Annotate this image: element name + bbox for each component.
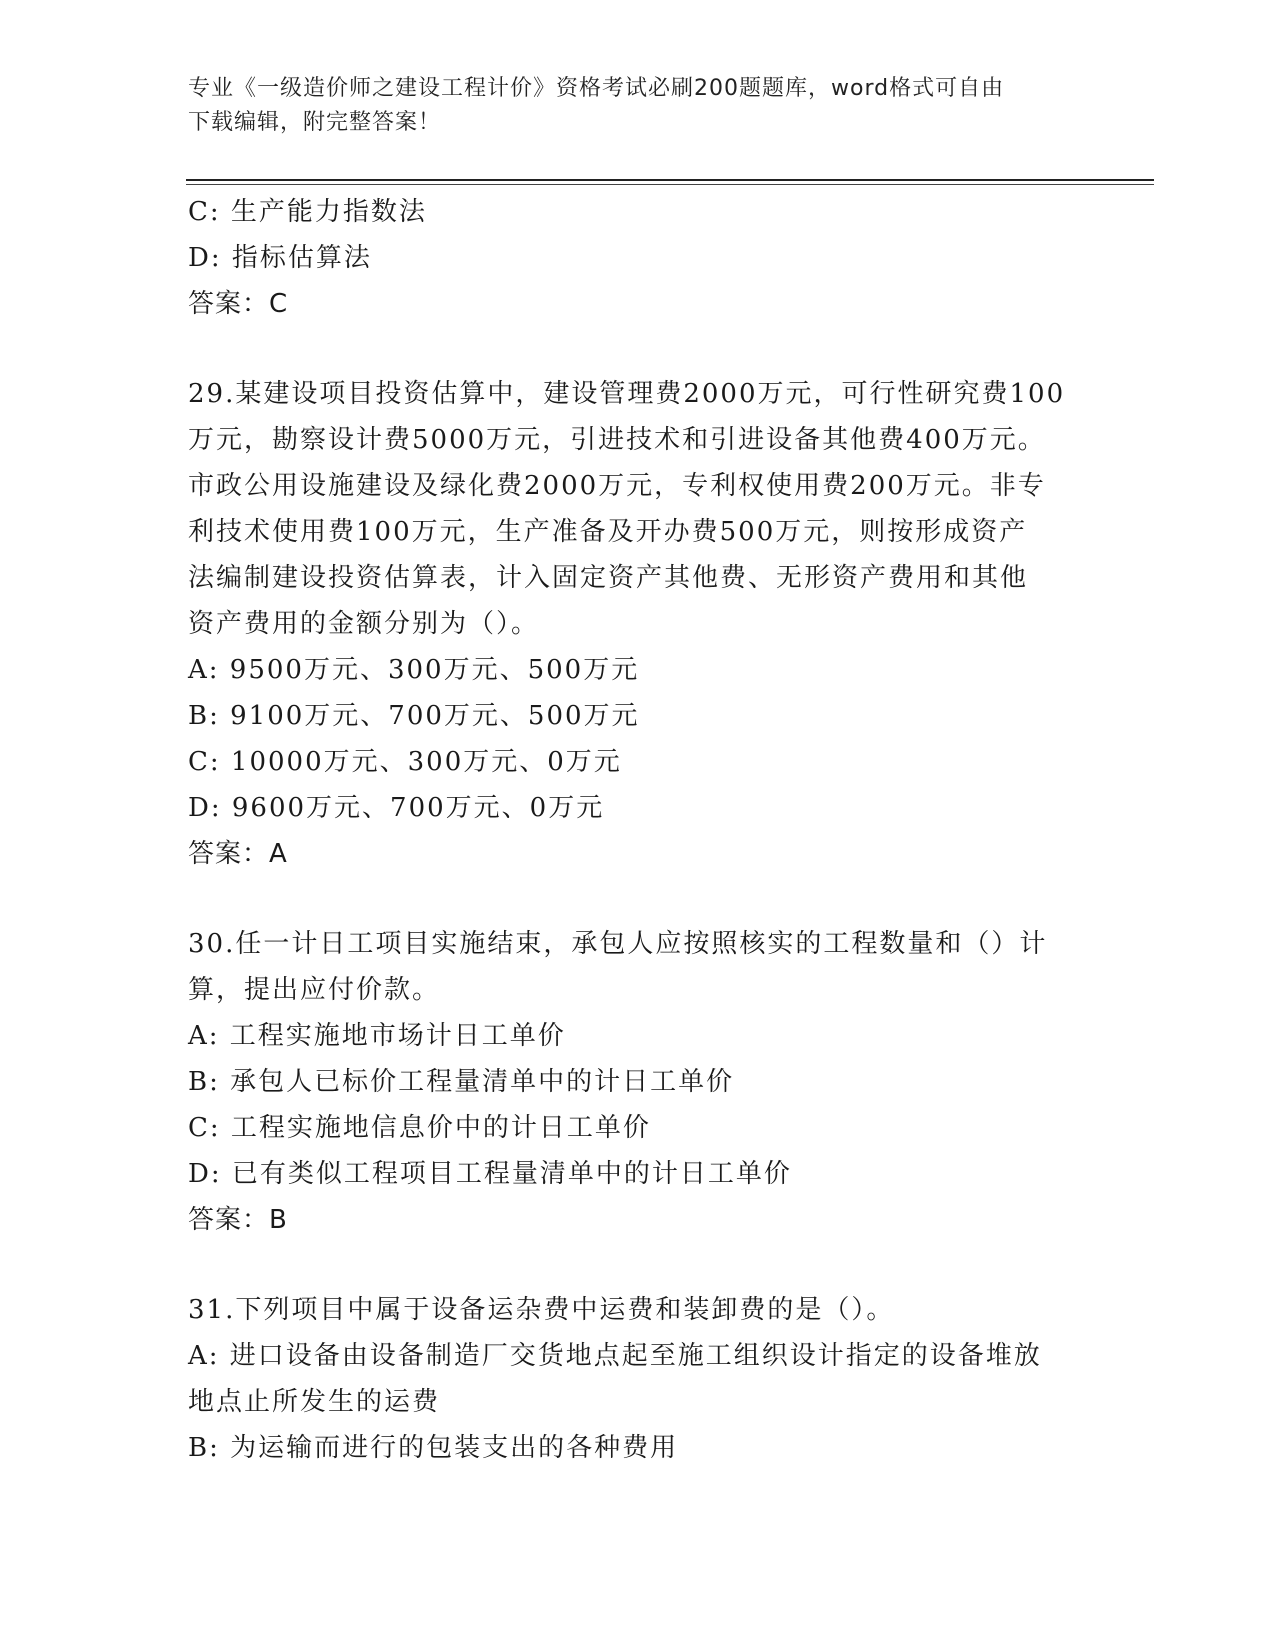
question-text-line: 法编制建设投资估算表，计入固定资产其他费、无形资产费用和其他: [188, 563, 1029, 593]
question-30: [188, 921, 1088, 1243]
option-c: C: 生产能力指数法: [188, 197, 427, 227]
question-text-line: 31.下列项目中属于设备运杂费中运费和装卸费的是（）。: [188, 1295, 895, 1325]
option-a-continued: 地点止所发生的运费: [188, 1387, 441, 1417]
question-gap: [188, 877, 1088, 921]
question-text-line: 30.任一计日工项目实施结束，承包人应按照核实的工程数量和（）计: [188, 929, 1048, 959]
question-31: [188, 1287, 1088, 1471]
option-d: D: 已有类似工程项目工程量清单中的计日工单价: [188, 1159, 792, 1189]
header-line-2: 下载编辑，附完整答案！: [188, 110, 442, 135]
question-gap: [188, 1243, 1088, 1287]
answer-line: 答案：C: [188, 289, 289, 319]
question-text-line: 资产费用的金额分别为（）。: [188, 609, 540, 639]
header-divider-thick: [186, 179, 1154, 181]
option-b: B: 为运输而进行的包装支出的各种费用: [188, 1433, 679, 1463]
document-header: [188, 72, 1088, 140]
question-content: [188, 189, 1088, 1471]
option-a: A: 9500万元、300万元、500万元: [188, 655, 640, 685]
header-divider-thin: [186, 184, 1154, 185]
question-gap: [188, 327, 1088, 371]
option-a: A: 工程实施地市场计日工单价: [188, 1021, 566, 1051]
question-text-line: 市政公用设施建设及绿化费2000万元，专利权使用费200万元。非专: [188, 471, 1046, 501]
option-a: A: 进口设备由设备制造厂交货地点起至施工组织设计指定的设备堆放: [188, 1341, 1042, 1371]
header-line-1: 专业《一级造价师之建设工程计价》资格考试必刷200题题库，word格式可自由: [188, 76, 1005, 101]
option-d: D: 指标估算法: [188, 243, 372, 273]
question-29: [188, 371, 1088, 877]
question-text-line: 利技术使用费100万元，生产准备及开办费500万元，则按形成资产: [188, 517, 1028, 547]
answer-line: 答案：A: [188, 839, 288, 869]
option-b: B: 承包人已标价工程量清单中的计日工单价: [188, 1067, 735, 1097]
option-c: C: 10000万元、300万元、0万元: [188, 747, 622, 777]
option-d: D: 9600万元、700万元、0万元: [188, 793, 605, 823]
previous-question-tail: [188, 189, 1088, 327]
question-text-line: 29.某建设项目投资估算中，建设管理费2000万元，可行性研究费100: [188, 379, 1066, 409]
answer-line: 答案：B: [188, 1205, 288, 1235]
option-c: C: 工程实施地信息价中的计日工单价: [188, 1113, 651, 1143]
question-text-line: 算，提出应付价款。: [188, 975, 441, 1005]
question-text-line: 万元，勘察设计费5000万元，引进技术和引进设备其他费400万元。: [188, 425, 1046, 455]
option-b: B: 9100万元、700万元、500万元: [188, 701, 640, 731]
